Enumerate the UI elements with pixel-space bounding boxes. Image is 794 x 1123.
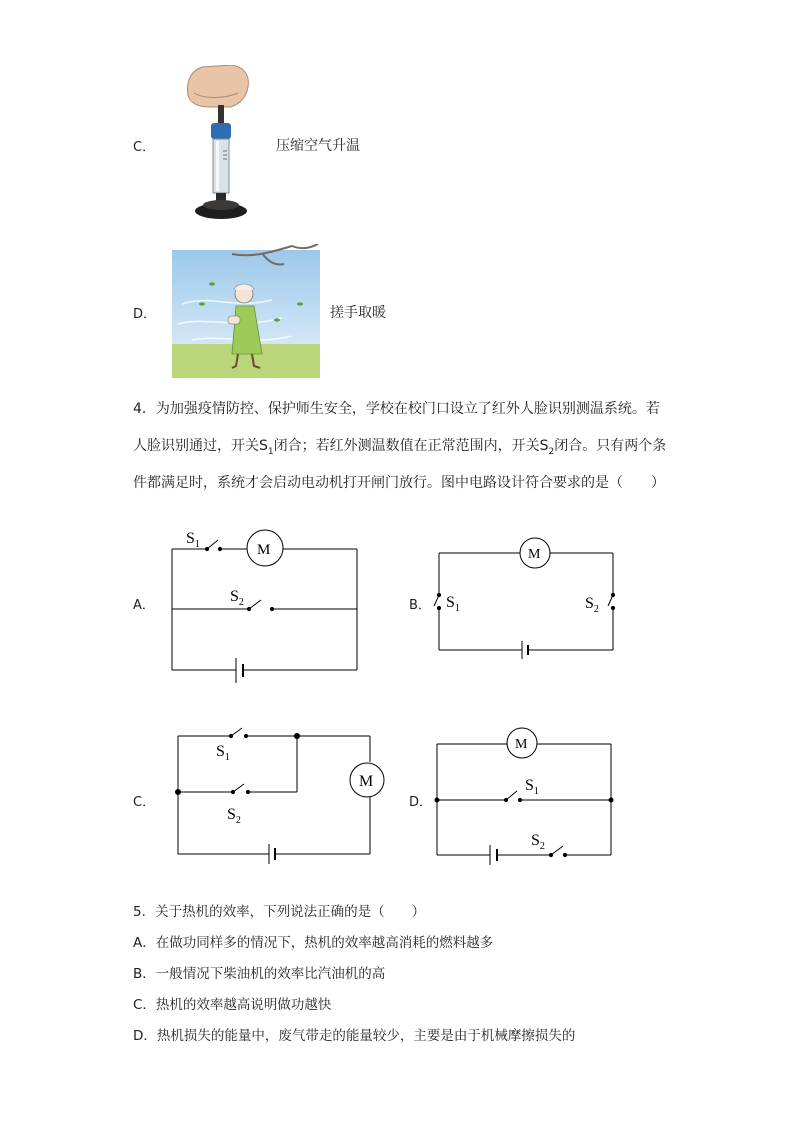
motor-label: M: [515, 737, 528, 752]
motor-label: M: [359, 773, 374, 790]
switch-label-s2: $S_2$: [585, 595, 599, 615]
q5-stem: 5．关于热机的效率，下列说法正确的是（ ）: [133, 904, 426, 920]
rubbing-hands-illustration: [172, 244, 322, 379]
q4-stem-line-1: 4．为加强疫情防控、保护师生安全，学校在校门口设立了红外人脸识别测温系统。若: [133, 401, 660, 417]
q3-option-c-letter: C．: [133, 140, 156, 155]
q3-option-c-caption: 压缩空气升温: [276, 138, 360, 154]
q4-option-b-letter: B．: [409, 598, 431, 613]
q4-stem-line-3: 件都满足时，系统才会启动电动机打开闸门放行。图中电路设计符合要求的是（ ）: [133, 475, 665, 491]
circuit-diagram-b: [425, 535, 625, 665]
switch-label-s2: $S_2$: [230, 588, 244, 608]
q5-choice-b: B．一般情况下柴油机的效率比汽油机的高: [133, 966, 386, 982]
q3-option-d-letter: D．: [133, 307, 157, 322]
switch-label-s2: $S_2$: [531, 832, 545, 852]
air-compression-syringe-image: [180, 65, 260, 223]
switch-label-s1: $S_1$: [446, 594, 460, 614]
q5-choice-d: D．热机损失的能量中，废气带走的能量较少，主要是由于机械摩擦损失的: [133, 1028, 576, 1044]
q4-option-d-letter: D．: [409, 795, 433, 810]
circuit-diagram-c: [170, 724, 390, 869]
q5-choice-c: C．热机的效率越高说明做功越快: [133, 997, 332, 1013]
switch-label-s1: $S_1$: [216, 743, 230, 763]
q4-option-a-letter: A．: [133, 598, 155, 613]
circuit-diagram-a: [160, 520, 370, 692]
q4-option-c-letter: C．: [133, 795, 156, 810]
q4-stem-line-2: 人脸识别通过，开关$S_1$闭合；若红外测温数值在正常范围内，开关$S_2$闭合。只有两个条: [133, 438, 667, 457]
switch-label-s1: $S_1$: [186, 530, 200, 550]
motor-label: M: [528, 547, 541, 562]
motor-label: M: [257, 542, 271, 558]
switch-label-s2: $S_2$: [227, 806, 241, 826]
q3-option-d-caption: 搓手取暖: [330, 305, 386, 321]
q5-choice-a: A．在做功同样多的情况下，热机的效率越高消耗的燃料越多: [133, 935, 494, 951]
switch-label-s1: $S_1$: [525, 777, 539, 797]
circuit-diagram-d: [428, 727, 618, 870]
